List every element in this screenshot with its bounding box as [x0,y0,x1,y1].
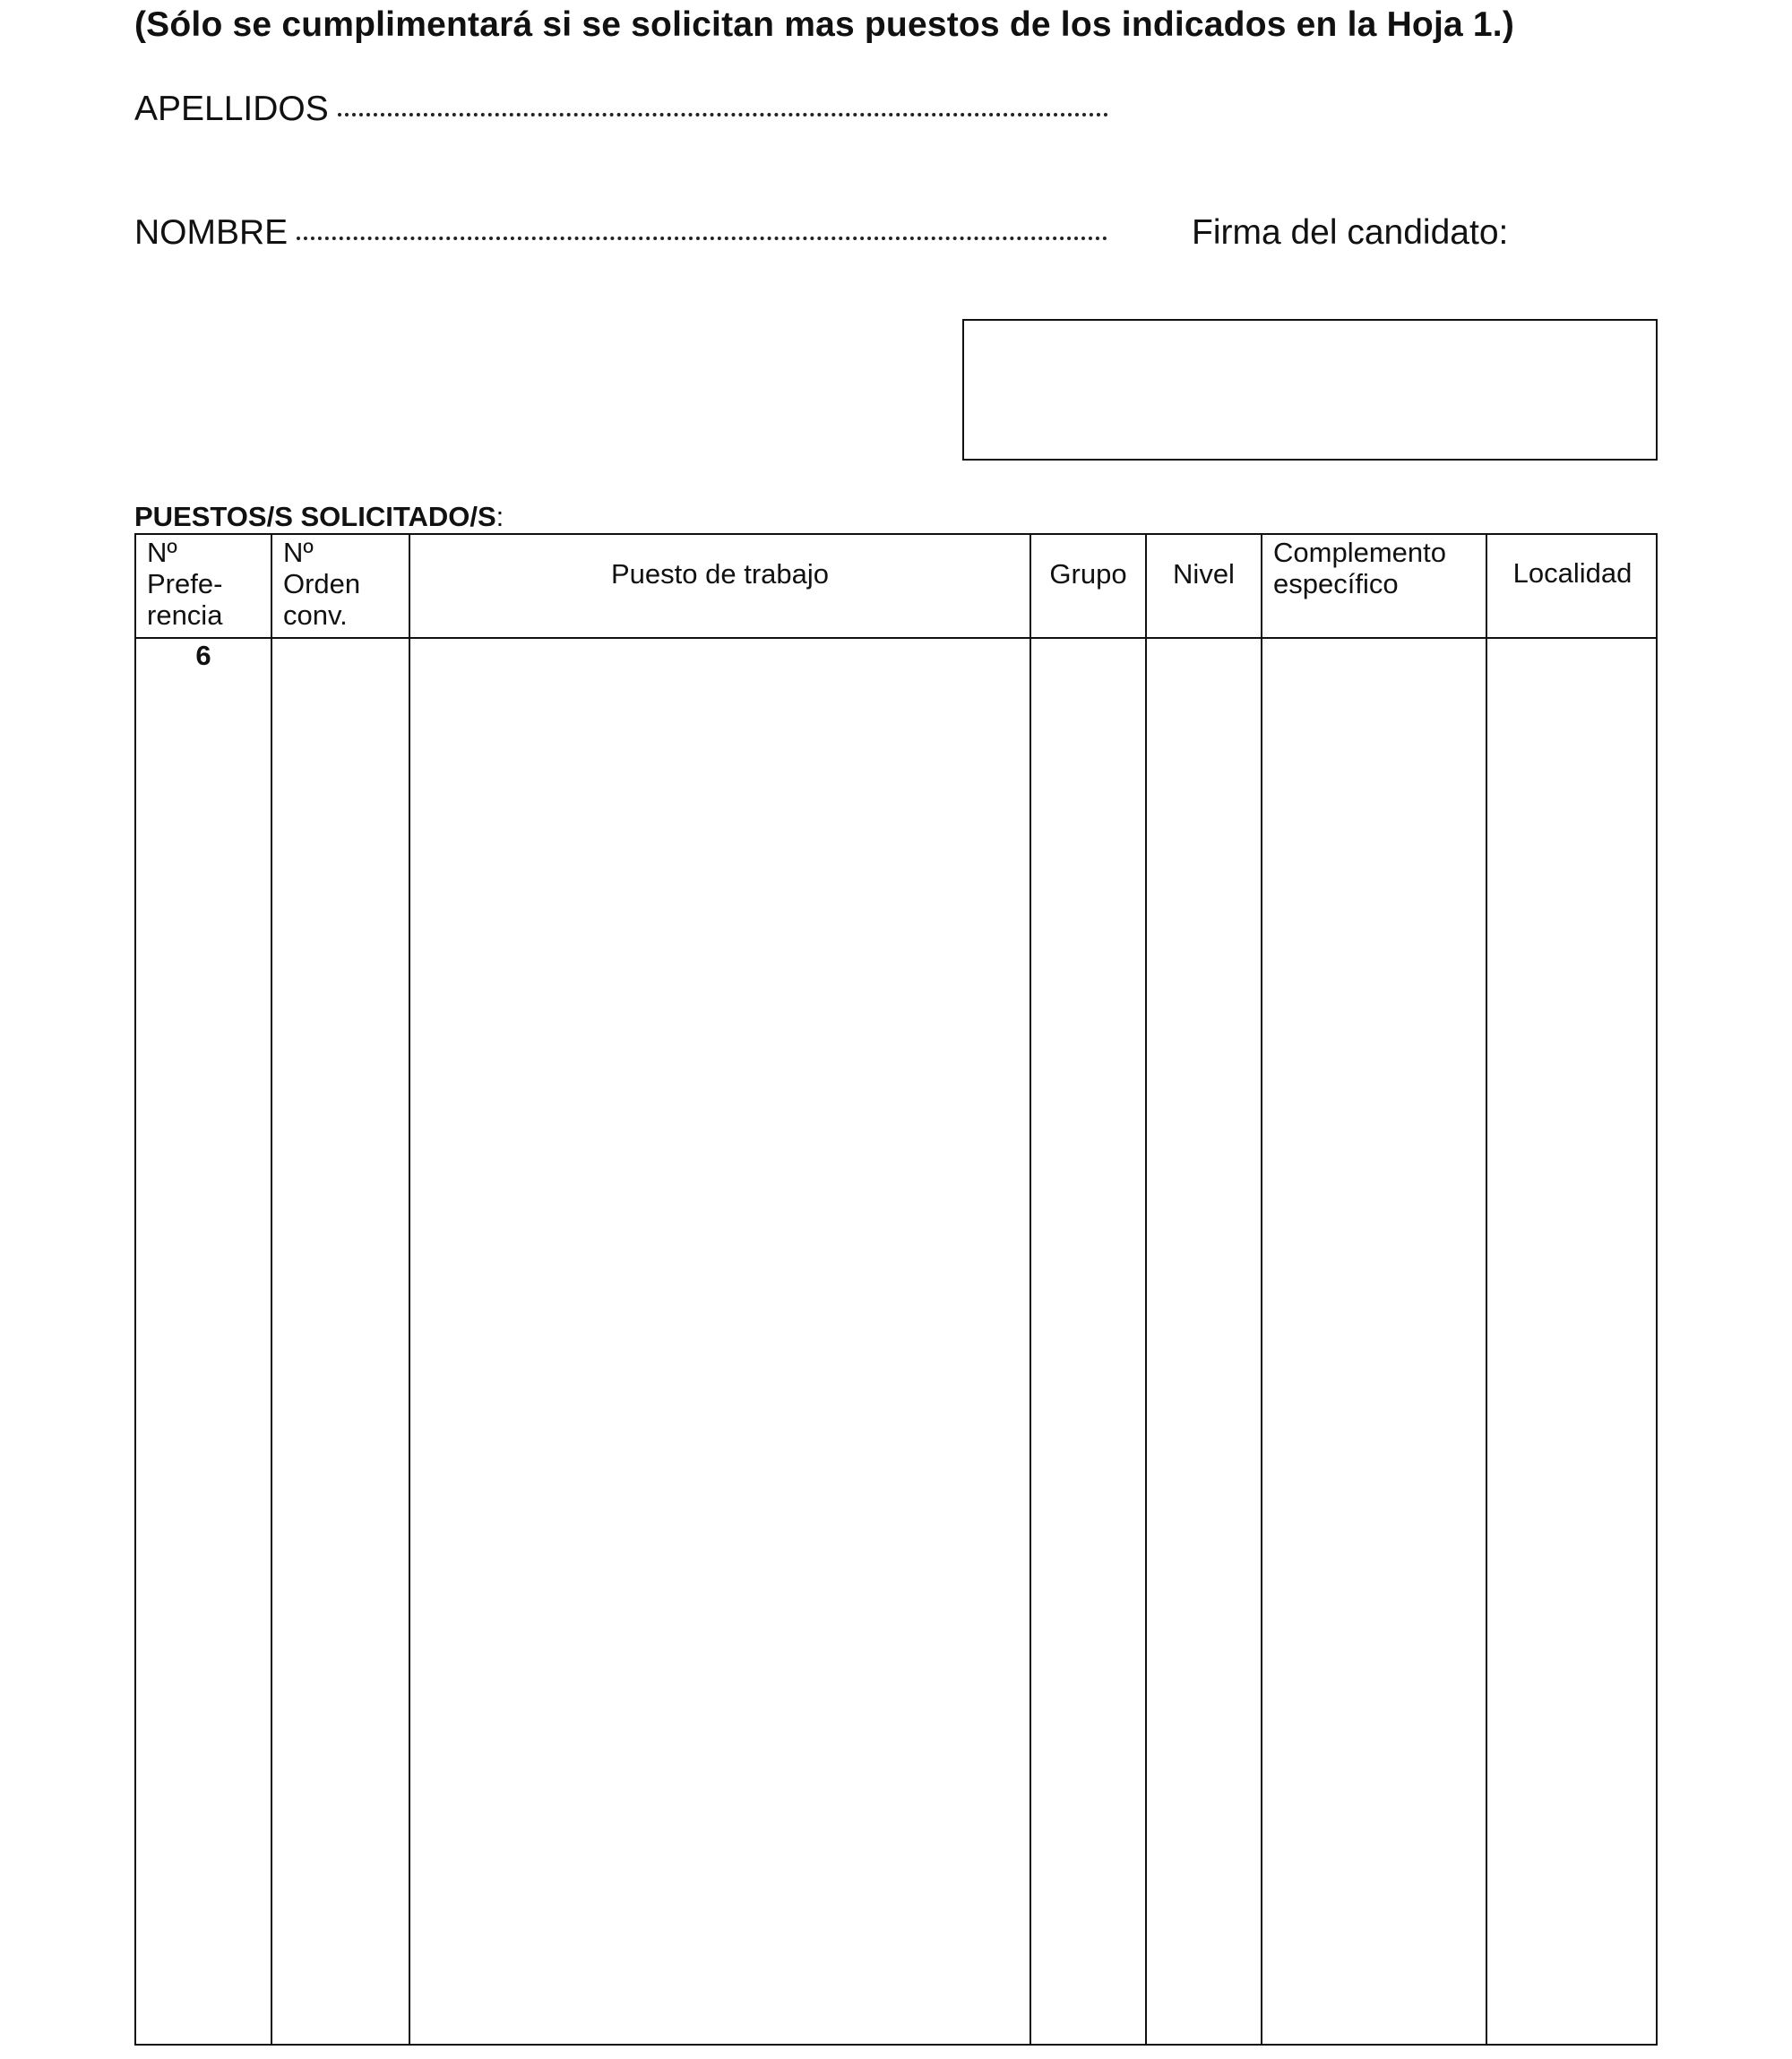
header-orden-line: conv. [283,599,348,631]
header-complemento-line: Complemento [1273,537,1446,568]
puestos-table [134,533,1658,2046]
cell-grupo[interactable] [1031,640,1145,2037]
apellidos-field[interactable] [134,90,1108,129]
nombre-label: NOMBRE [134,213,289,252]
header-preferencia [136,537,271,639]
header-preferencia-line: rencia [147,599,223,631]
cell-complemento[interactable] [1262,640,1486,2037]
header-orden [272,537,409,639]
section-title [134,501,504,533]
header-nivel: Nivel [1173,557,1235,590]
signature-box[interactable] [962,319,1658,461]
header-complemento [1262,537,1486,639]
header-orden-line: Nº [283,537,314,568]
section-title-text: PUESTOS/S SOLICITADO/S [134,501,496,532]
section-title-colon: : [495,501,504,532]
header-preferencia-line: Prefe- [147,568,223,599]
header-puesto: Puesto de trabajo [610,557,829,590]
nombre-dotted-line[interactable] [297,237,1107,240]
header-grupo: Grupo [1049,557,1127,590]
apellidos-label: APELLIDOS [134,90,329,128]
header-complemento-line: específico [1273,568,1399,599]
nombre-field[interactable] [134,213,1107,253]
cell-preferencia: 6 [195,640,211,671]
cell-puesto[interactable] [410,640,1030,2037]
firma-label: Firma del candidato: [1192,213,1509,252]
header-orden-line: Orden [283,568,361,599]
header-preferencia-line: Nº [147,537,177,568]
header-localidad: Localidad [1512,556,1633,589]
apellidos-dotted-line[interactable] [338,113,1108,116]
page-title: (Sólo se cumplimentará si se solicitan mas puestos de los indicados en la Hoja 1.) [134,5,1515,44]
cell-nivel[interactable] [1147,640,1261,2037]
cell-localidad[interactable] [1487,640,1658,2037]
cell-orden[interactable] [272,640,409,2037]
